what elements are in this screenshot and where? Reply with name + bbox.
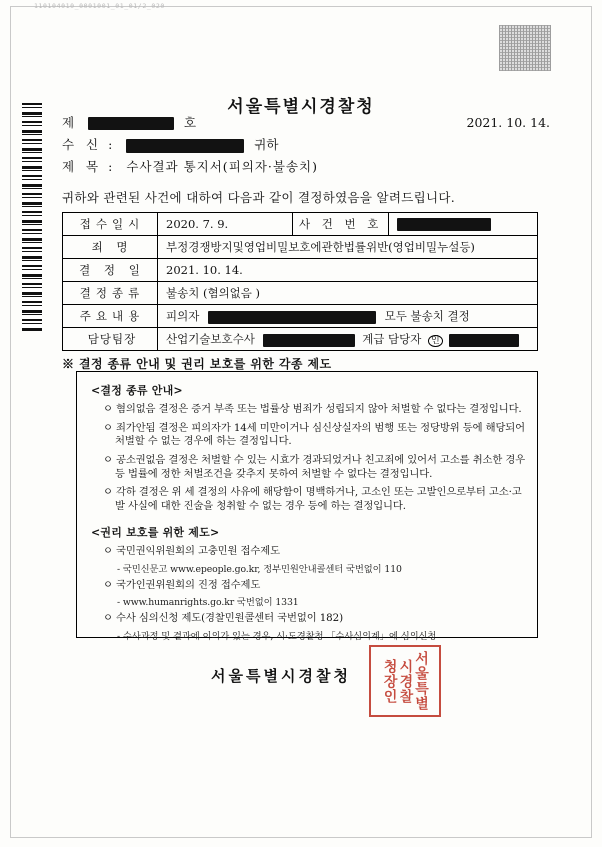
cell-received-date-label: 접수일시 (63, 213, 158, 236)
seal-mark: 인 (428, 335, 443, 347)
cell-decision-type-label: 결정종류 (63, 282, 158, 305)
cell-charge-label: 죄 명 (63, 236, 158, 259)
recipient-label: 수 신 (62, 137, 103, 152)
table-row (63, 236, 538, 259)
subject-value: 수사결과 통지서(피의자·불송치) (126, 159, 318, 174)
table-row (63, 213, 538, 236)
notice-section2-title: <권리 보호를 위한 제도> (91, 525, 220, 539)
notice-item: ㅇ 죄가안됨 결정은 피의자가 14세 미만이거나 심신상실자의 범행 또는 정당방위 등에 해당되어 처벌할 수 없는 경우에 하는 결정입니다. (103, 421, 525, 448)
rights-item-sub: - www.humanrights.go.kr 국번없이 1331 (117, 597, 299, 609)
notice-item: ㅇ 혐의없음 결정은 증거 부족 또는 법률상 범죄가 성립되지 않아 처벌할 수 없다는 결정입니다. (103, 403, 522, 415)
table-row (63, 305, 538, 328)
table-row (63, 282, 538, 305)
cell-summary-label: 주요내용 (63, 305, 158, 328)
document-number-suffix: 호 (184, 115, 197, 130)
subject-colon: : (108, 159, 113, 174)
redaction-document-number (88, 117, 174, 130)
redaction-case-number (397, 218, 491, 231)
notice-heading: ※ 결정 종류 안내 및 권리 보호를 위한 각종 제도 (62, 357, 332, 371)
document-number-row (62, 113, 196, 131)
summary-prefix: 피의자 (166, 309, 200, 323)
recipient-row (62, 135, 278, 153)
subject-row (62, 157, 318, 175)
case-info-table (62, 212, 538, 351)
summary-suffix: 모두 불송치 결정 (384, 309, 470, 323)
cell-decision-date-label: 결 정 일 (63, 259, 158, 282)
cell-summary-value (158, 305, 538, 328)
redaction-summary (208, 311, 376, 324)
rights-item: ㅇ 수사 심의신청 제도(경찰민원콜센터 국번없이 182) (103, 612, 343, 625)
seal-line-3: 청장인 (381, 658, 398, 704)
redaction-officer (449, 334, 519, 347)
recipient-suffix: 귀하 (254, 137, 279, 152)
notice-item: ㅇ 각하 결정은 위 세 결정의 사유에 해당함이 명백하거나, 고소인 또는 고발인으로부터 고소·고발 사실에 대한 진술을 청취할 수 없는 경우 등에 하는 결정입니다. (103, 486, 522, 513)
document-number-label: 제 (62, 115, 79, 130)
cell-team-leader-value (158, 328, 538, 351)
rights-item: ㅇ 국가인권위원회의 진정 접수제도 (103, 578, 261, 591)
notice-box (76, 371, 538, 642)
subject-label: 제 목 (62, 159, 103, 174)
table-row (63, 259, 538, 282)
table-row (63, 328, 538, 351)
page-title: 서울특별시경찰청 (227, 97, 375, 117)
rights-item: ㅇ 국민권익위원회의 고충민원 접수제도 (103, 544, 280, 557)
scan-header-code: 110104010_0001001_01_01/2_020 (34, 2, 165, 10)
team-prefix: 산업기술보호수사 (166, 332, 255, 346)
footer-organization: 서울특별시경찰청 (211, 667, 351, 685)
rights-item-sub: - 수사과정 및 결과에 이의가 있는 경우, 시·도경찰청 「수사심의계」에 심의신청 (117, 630, 437, 642)
qr-stamp-block (499, 25, 551, 71)
intro-sentence: 귀하와 관련된 사건에 대하여 다음과 같이 결정하였음을 알려드립니다. (62, 190, 456, 205)
seal-line-1: 서울특별 (413, 651, 430, 711)
cell-decision-date-value: 2021. 10. 14. (158, 259, 538, 282)
seal-line-2: 시경찰 (397, 658, 414, 704)
redaction-team-leader (263, 334, 355, 347)
rights-item-sub: - 국민신문고 www.epeople.go.kr, 정부민원안내콜센터 국번없이 110 (117, 563, 402, 575)
recipient-colon: : (108, 137, 113, 152)
notice-item: ㅇ 공소권없음 결정은 처벌할 수 있는 시효가 경과되었거나 친고죄에 있어서 고소를 취소한 경우 등 법률에 정한 처벌조건을 갖추지 못하여 처벌할 수 없다는 결정입니다. (103, 454, 526, 480)
notice-section1-title: <결정 종류 안내> (91, 384, 183, 397)
cell-team-leader-label: 담당팀장 (63, 328, 158, 351)
cell-received-date-value: 2020. 7. 9. (158, 213, 293, 236)
cell-decision-type-value: 불송치 (혐의없음 ) (158, 282, 538, 305)
document-date: 2021. 10. 14. (466, 115, 550, 130)
barcode (22, 103, 42, 331)
cell-case-number-label: 사 건 번 호 (293, 213, 389, 236)
team-mid-label: 계급 담당자 (362, 332, 422, 346)
redaction-recipient (126, 139, 244, 153)
official-seal (369, 645, 441, 717)
cell-charge-value: 부정경쟁방지및영업비밀보호에관한법률위반(영업비밀누설등) (158, 236, 538, 259)
cell-case-number-value (389, 213, 538, 236)
